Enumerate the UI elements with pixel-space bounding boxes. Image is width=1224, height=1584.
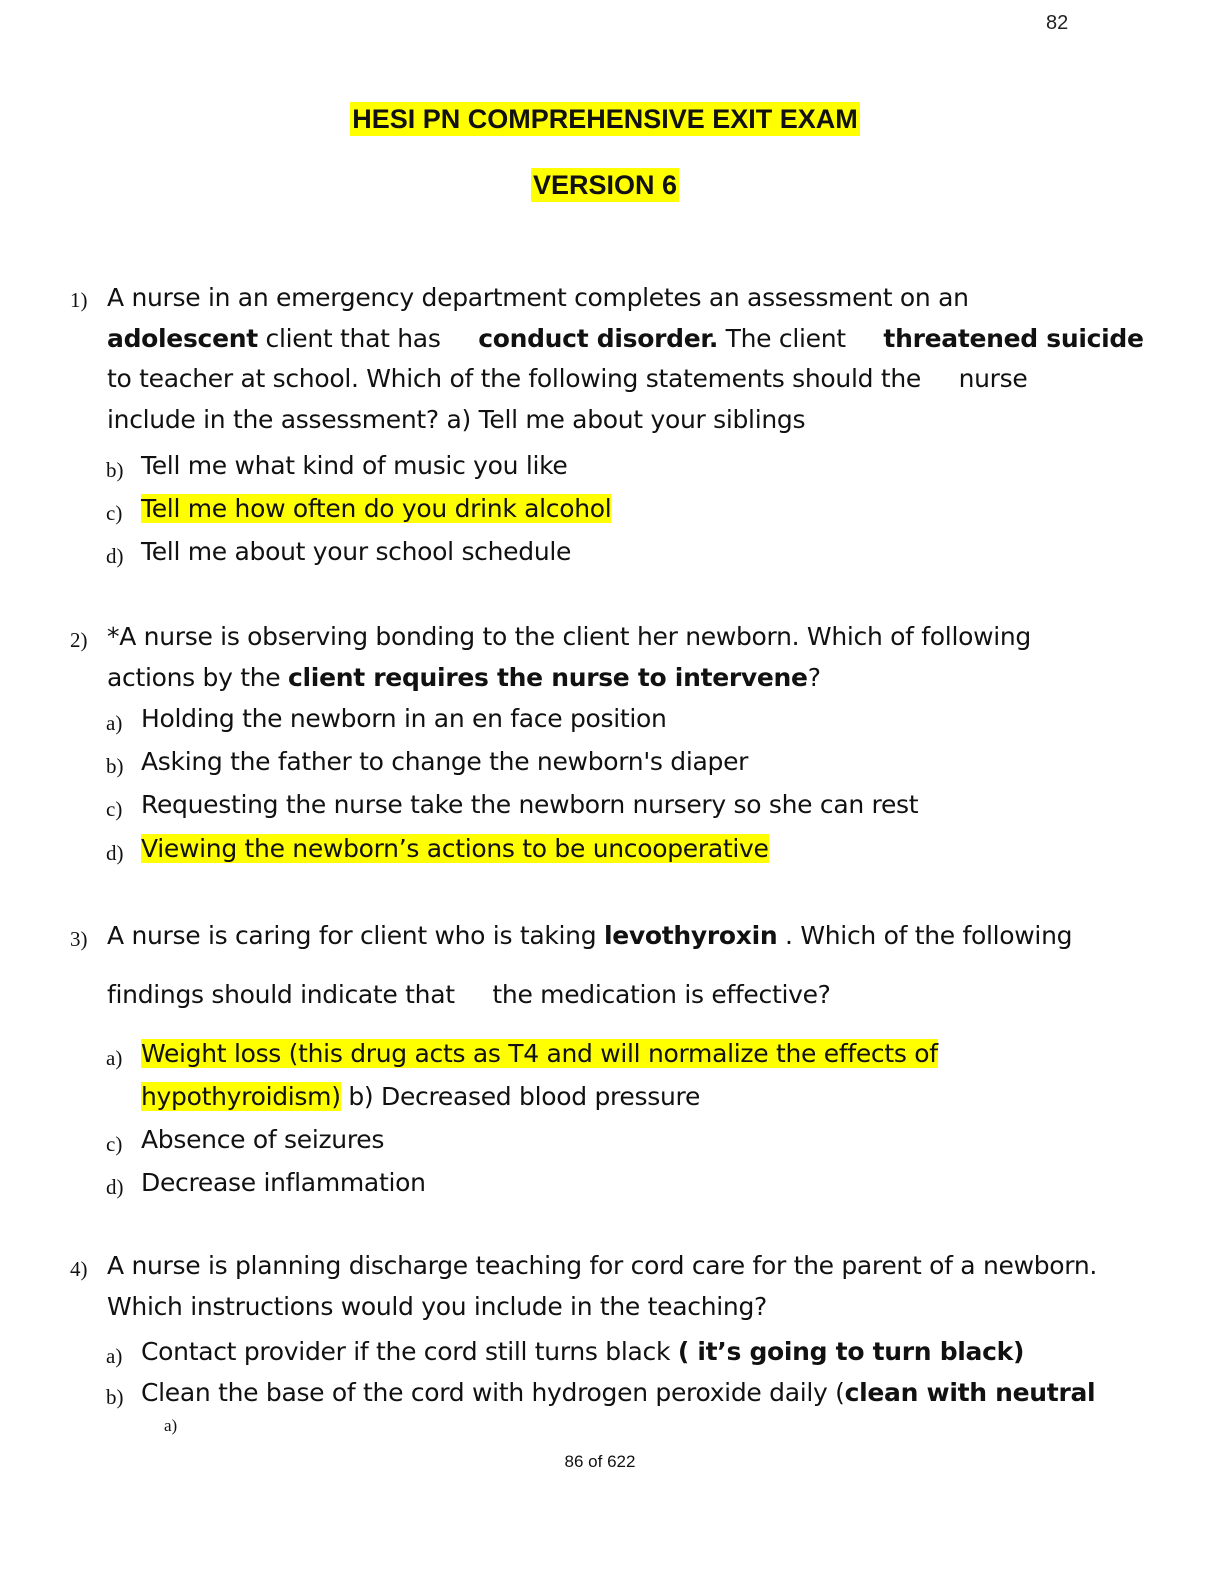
question-1-stem: A nurse in an emergency department completes an assessment on an adolescent client that has conduct disorder. The client threatened suicide to teacher at school. Which of the following statements should the nurse include in the assessment? a) Tell me about your siblings: [107, 283, 1144, 434]
option-letter: a): [106, 1344, 123, 1368]
question-4-stem: A nurse is planning discharge teaching for cord care for the parent of a newborn. Which instructions would you include in the teaching?: [107, 1251, 1098, 1321]
option-text-correct: Weight loss (this drug acts as T4 and will normalize the effects of: [141, 1039, 938, 1068]
page-number: 82: [1046, 12, 1069, 34]
option-letter: d): [106, 841, 124, 865]
option-text: Absence of seizures: [141, 1125, 385, 1154]
option-letter: c): [106, 797, 123, 821]
question-2-stem: *A nurse is observing bonding to the client her newborn. Which of following actions by the client requires the nurse to intervene?: [107, 622, 1031, 692]
option-text-correct-cont: hypothyroidism) b) Decreased blood pressure: [141, 1082, 701, 1111]
option-letter: a): [106, 711, 123, 735]
option-letter: c): [106, 501, 123, 525]
option-letter: a): [106, 1046, 123, 1070]
option-letter: b): [106, 1385, 124, 1409]
stray-option-label: a): [164, 1416, 178, 1435]
question-number: 4): [70, 1257, 88, 1281]
option-letter: c): [106, 1132, 123, 1156]
question-3-stem: A nurse is caring for client who is taking levothyroxin . Which of the following: [107, 921, 1073, 950]
option-letter: d): [106, 544, 124, 568]
option-text: Tell me what kind of music you like: [141, 451, 568, 480]
question-3-stem-cont: findings should indicate that the medication is effective?: [107, 980, 831, 1009]
question-number: 1): [70, 288, 88, 312]
option-text: Tell me about your school schedule: [141, 537, 572, 566]
exam-title: HESI PN COMPREHENSIVE EXIT EXAM: [352, 104, 858, 134]
option-letter: b): [106, 458, 124, 482]
question-number: 3): [70, 927, 88, 951]
option-text: Decrease inflammation: [141, 1168, 426, 1197]
option-text: Holding the newborn in an en face position: [141, 704, 667, 733]
option-text: Contact provider if the cord still turns black ( it’s going to turn black): [141, 1337, 1025, 1366]
option-text-correct: Tell me how often do you drink alcohol: [141, 494, 612, 523]
option-text-correct: Viewing the newborn’s actions to be uncooperative: [141, 834, 769, 863]
option-letter: b): [106, 754, 124, 778]
option-text: Asking the father to change the newborn's diaper: [141, 747, 749, 776]
exam-version: VERSION 6: [532, 170, 678, 200]
question-number: 2): [70, 628, 88, 652]
option-letter: d): [106, 1175, 124, 1199]
option-text: Requesting the nurse take the newborn nursery so she can rest: [141, 790, 919, 819]
page-footer: 86 of 622: [564, 1452, 636, 1471]
option-text: Clean the base of the cord with hydrogen peroxide daily (clean with neutral: [141, 1378, 1096, 1407]
